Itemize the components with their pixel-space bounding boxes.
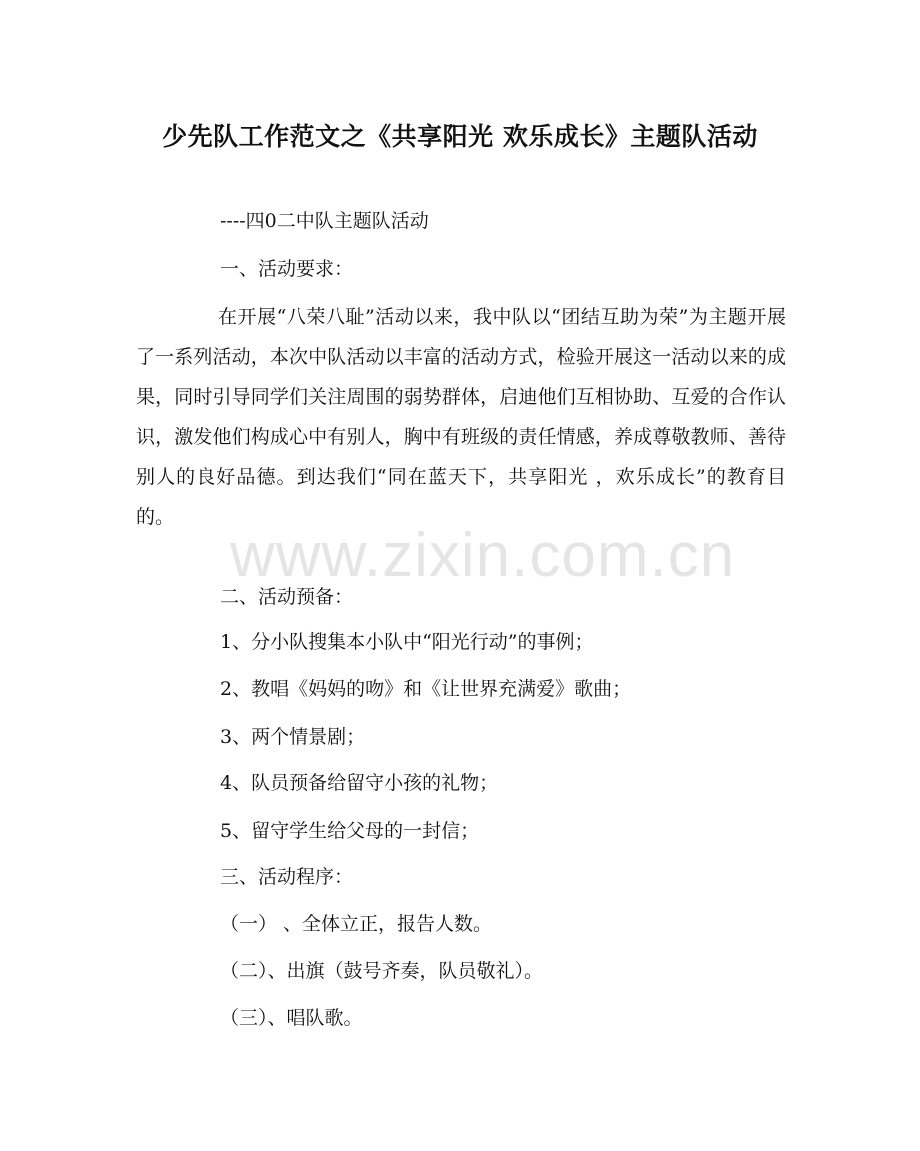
section-3-item: （一） 、全体立正，报告人数。 [220,913,493,935]
section-2-item: 4、队员预备给留守小孩的礼物； [220,772,499,794]
watermark: www.zixin.com.cn [230,521,736,590]
section-3-item: （三）、唱队歌。 [220,1007,363,1029]
section-2-item: 1、分小队搜集本小队中“阳光行动”的事例； [220,631,594,653]
section-1-heading: 一、活动要求： [220,258,354,280]
section-3-heading: 三、活动程序： [220,866,354,888]
section-2-item: 2、教唱《妈妈的吻》和《让世界充满爱》歌曲； [220,678,632,700]
section-2-item: 3、两个情景剧； [220,726,366,748]
document-subtitle: ----四0二中队主题队活动 [220,210,429,232]
section-1-paragraph: 在开展“八荣八耻”活动以来，我中队以“团结互助为荣”为主题开展了一系列活动，本次中队活动以丰富的活动方式，检验开展这一活动以来的成果，同时引导同学们关注周围的弱势群体，启迪他们互相协助、互爱的合作认识，激发他们构成心中有别人，胸中有班级的责任情感，养成尊敬教师、善待别人的良好品德。到达我们“同在蓝天下，共享阳光 ，欢乐成长”的教育目的。 [136,306,786,528]
section-2-heading: 二、活动预备： [220,586,354,608]
document-title: 少先队工作范文之《共享阳光 欢乐成长》主题队活动 [162,122,758,151]
section-3-item: （二）、出旗（鼓号齐奏，队员敬礼）。 [220,960,544,982]
section-2-item: 5、留守学生给父母的一封信； [220,820,480,842]
